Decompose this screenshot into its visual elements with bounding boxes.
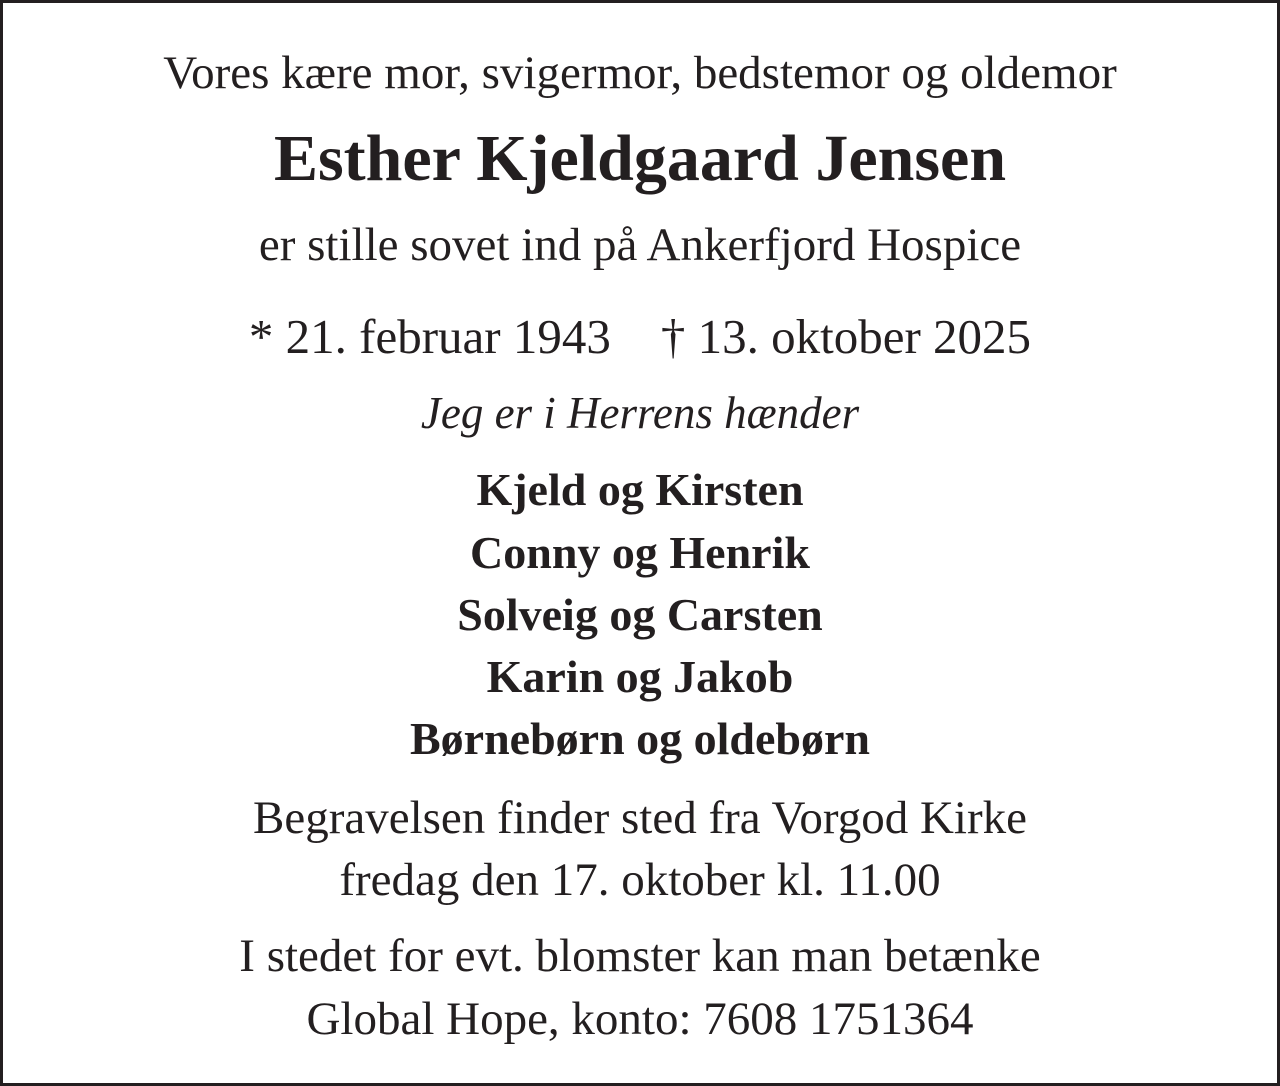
funeral-location: Begravelsen finder sted fra Vorgod Kirke — [253, 792, 1027, 844]
family-line: Karin og Jakob — [486, 651, 794, 702]
life-dates — [0, 309, 1280, 364]
death-date: † 13. oktober 2025 — [660, 309, 1032, 364]
donation-note: I stedet for evt. blomster kan man betænke — [239, 930, 1041, 982]
family-line: Kjeld og Kirsten — [476, 464, 804, 515]
verse-line: Jeg er i Herrens hænder — [420, 388, 860, 438]
family-line: Solveig og Carsten — [457, 589, 823, 640]
family-line: Børnebørn og oldebørn — [409, 713, 871, 764]
donation-account: Global Hope, konto: 7608 1751364 — [306, 993, 974, 1045]
deceased-name: Esther Kjeldgaard Jensen — [273, 122, 1007, 195]
funeral-time: fredag den 17. oktober kl. 11.00 — [339, 854, 941, 906]
passing-statement: er stille sovet ind på Ankerfjord Hospice — [258, 219, 1022, 271]
intro-line: Vores kære mor, svigermor, bedstemor og oldemor — [163, 47, 1117, 99]
family-line: Conny og Henrik — [470, 527, 810, 578]
birth-date: * 21. februar 1943 — [248, 309, 611, 364]
